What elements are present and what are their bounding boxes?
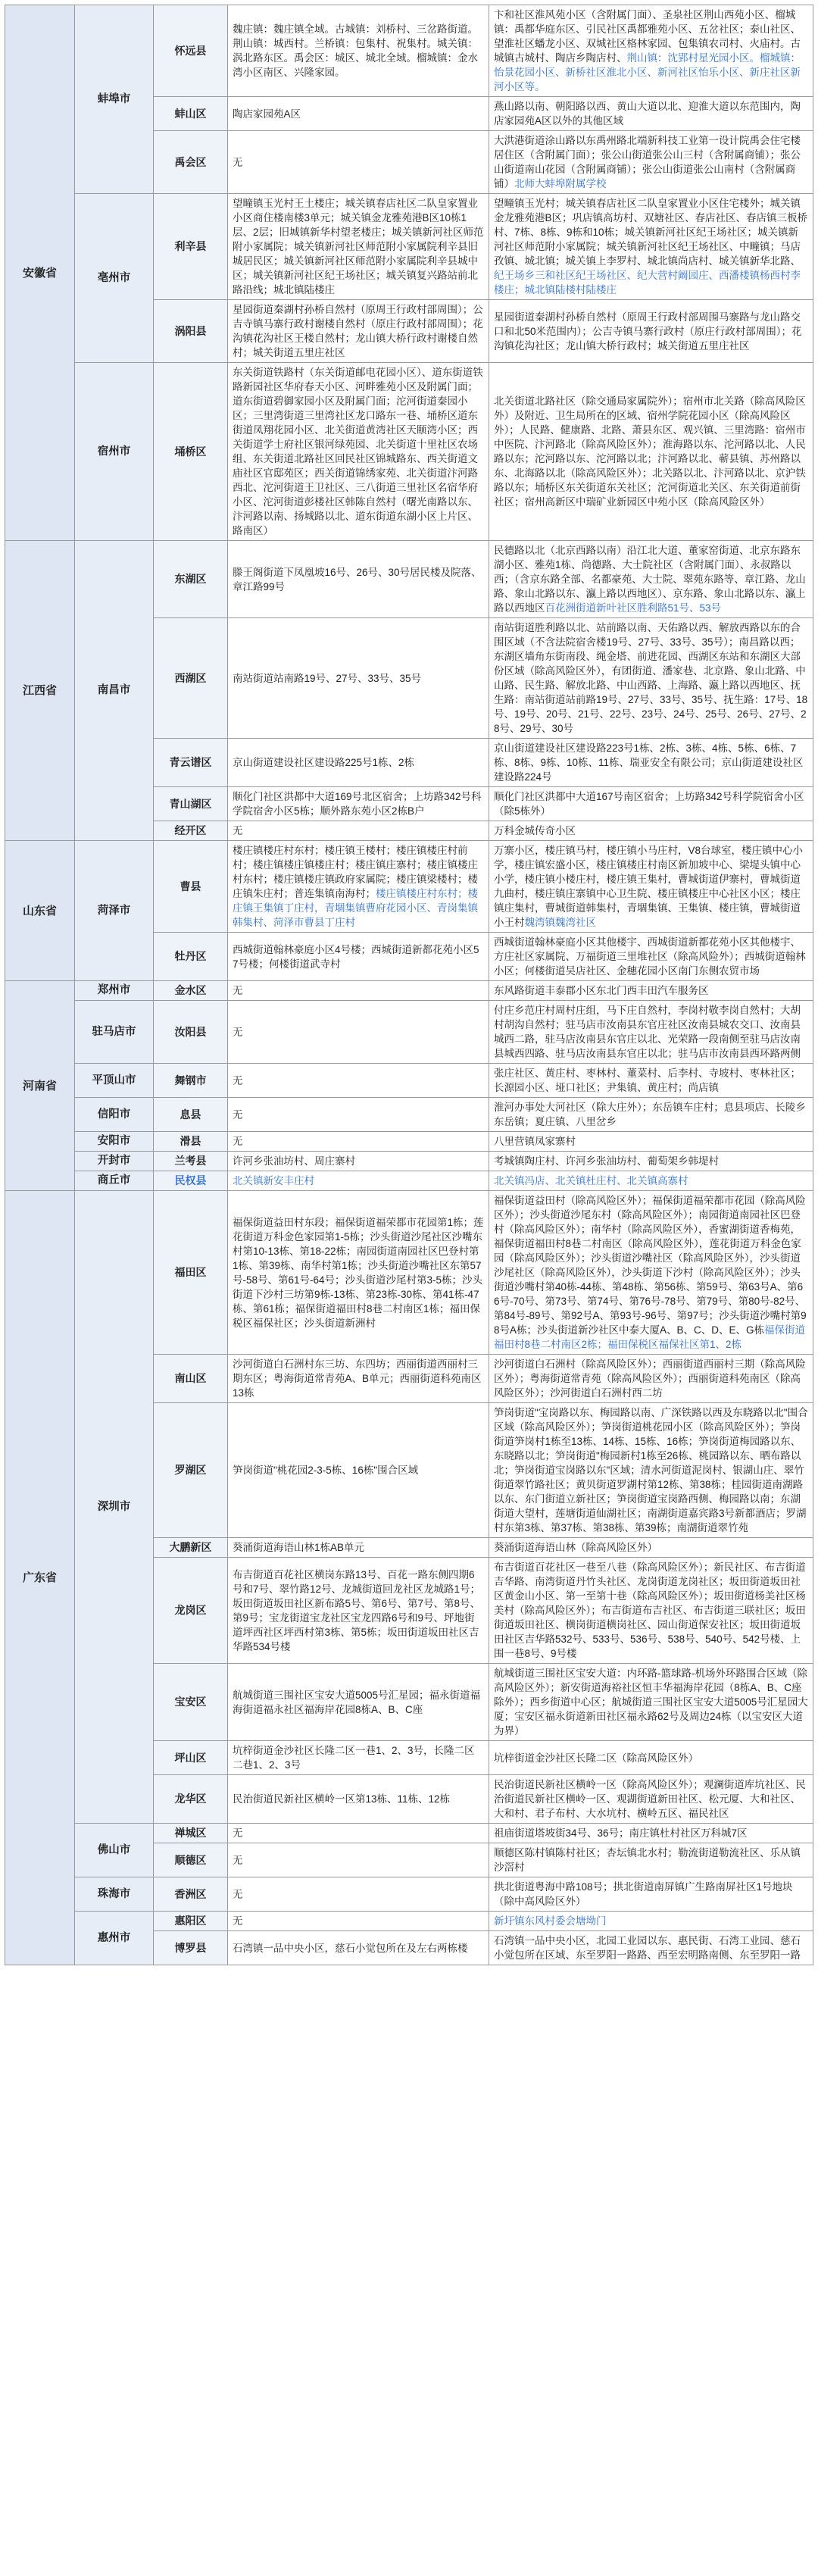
medium-risk-cell bbox=[228, 97, 489, 131]
low-risk-text: 坑梓街道金沙社区长隆二区（除高风险区外） bbox=[494, 1752, 698, 1764]
low-risk-cell bbox=[489, 1558, 813, 1664]
low-risk-cell bbox=[489, 1064, 813, 1098]
medium-risk-cell bbox=[228, 933, 489, 981]
medium-risk-text: 楼庄镇楼庄村东村；楼庄镇王楼村；楼庄镇楼庄村前村；楼庄镇楼庄镇楼庄村；楼庄镇庄寨村；楼庄镇楼庄村东村；楼庄镇楼庄镇政府家属院；楼庄镇梁楼村；楼庄镇朱庄村；普连集镇南海村； bbox=[233, 845, 478, 899]
district-cell: 香洲区 bbox=[154, 1877, 228, 1912]
low-risk-text: 东风路街道丰泰郡小区东北门西丰田汽车服务区 bbox=[494, 985, 709, 996]
city-cell: 珠海市 bbox=[75, 1877, 154, 1912]
low-risk-cell bbox=[489, 841, 813, 933]
low-risk-cell bbox=[489, 1931, 813, 1965]
medium-risk-cell bbox=[228, 841, 489, 933]
district-cell: 禹会区 bbox=[154, 131, 228, 194]
low-risk-cell bbox=[489, 933, 813, 981]
table-row bbox=[5, 1098, 813, 1132]
district-cell: 滑县 bbox=[154, 1132, 228, 1152]
medium-risk-text: 无 bbox=[233, 825, 243, 836]
province-cell: 河南省 bbox=[5, 981, 75, 1191]
low-risk-added-text: 北师大蚌埠附属学校 bbox=[514, 178, 607, 189]
low-risk-cell bbox=[489, 300, 813, 363]
district-cell: 福田区 bbox=[154, 1191, 228, 1355]
district-cell: 西湖区 bbox=[154, 618, 228, 739]
district-cell: 金水区 bbox=[154, 981, 228, 1001]
medium-risk-text: 东关街道铁路村（东关街道邮电花园小区）、道东街道铁路新园社区华府春天小区、河畔雅苑小区及附属门面；道东街道碧御家园小区及附属门面；沱河街道秦园小区；三里湾街道三里湾社区龙口路东一巷、埇桥区道东街道凤翔花园小区、北关街道黄湾社区天颐湾小区；西关街道学士府社区银河绿苑园、北关街道十里社区农场组、东关街道北路社区回民社区锦城路东、西关街道文庙社区官邸苑区；西关街道锦绣家苑、北关街道汴河路西北、沱河街道王卫社区、三八街道三里社区名宿华府小区、沱河街道彭楼社区韩陈自然村（曙光南路以东、汴河路以南、扬城路以北、道东街道东湖小区上片区、路南区） bbox=[233, 367, 483, 536]
medium-risk-cell bbox=[228, 1191, 489, 1355]
medium-risk-cell bbox=[228, 981, 489, 1001]
medium-risk-cell bbox=[228, 618, 489, 739]
medium-risk-text: 无 bbox=[233, 985, 243, 996]
medium-risk-text: 星园街道秦湖村孙桥自然村（原周王行政村部周围）；公吉寺镇马寨行政村谢楼自然村（原庄行政村部周围）；花沟镇花沟社区王楼自然村；龙山镇大桥行政村谢楼自然村；城关街道五里庄社区 bbox=[233, 304, 483, 358]
city-cell: 商丘市 bbox=[75, 1171, 154, 1191]
medium-risk-text: 无 bbox=[233, 1108, 243, 1121]
low-risk-text: 星园街道秦湖村孙桥自然村（原周王行政村部周围马寨路与龙山路交口和北50米范围内）；公吉寺镇马寨行政村（原庄行政村部周围）；花沟镇花沟社区；龙山镇大桥行政村；城关街道五里庄社区 bbox=[494, 311, 802, 352]
medium-risk-cell bbox=[228, 1171, 489, 1191]
low-risk-text: 葵涌街道海语山林（除高风险区外） bbox=[494, 1542, 657, 1553]
medium-risk-text: 无 bbox=[233, 1074, 243, 1086]
medium-risk-text: 布吉街道百花社区横岗东路13号、百花一路东侧四期6号和7号、翠竹路12号、龙城街道回龙社区龙城路1号；坂田街道坂田社区新布路5号、第6号、第7号、第8号、第9号；宝龙街道宝龙社区宝龙四路6号和9号、坪地街道坪西社区坪西村第3栋、第5栋；坂田街道坂田社区吉华路534号楼 bbox=[233, 1568, 481, 1652]
district-cell: 龙华区 bbox=[154, 1775, 228, 1824]
low-risk-cell bbox=[489, 97, 813, 131]
medium-risk-text: 滕王阁街道下凤凰坡16号、26号、30号居民楼及院落、章江路99号 bbox=[233, 566, 482, 592]
city-cell: 开封市 bbox=[75, 1152, 154, 1171]
medium-risk-text: 望疃镇玉光村王土楼庄；城关镇春店社区二队皇家置业小区商住楼南楼3单元；城关镇金龙雅苑港B区10栋1层、2层；旧城镇新华村望老楼庄；城关镇新河社区师范附小家属院；城关镇新河社区师范附小家属院利辛县旧城居民区；城关镇新河社区师范附小家属院利辛县城中区；城关镇新河社区纪王场社区；城关镇复兴路站前北路沿线；城北镇陆楼庄 bbox=[233, 198, 484, 295]
district-cell: 息县 bbox=[154, 1098, 228, 1132]
district-cell: 罗湖区 bbox=[154, 1403, 228, 1538]
medium-risk-text: 民治街道民新社区横岭一区第13栋、11栋、12栋 bbox=[233, 1793, 451, 1805]
table-row bbox=[5, 981, 813, 1001]
low-risk-text: 祖庙街道塔坡街34号、36号；南庄镇杜村社区万科城7区 bbox=[494, 1827, 748, 1839]
low-risk-added-text: 新圩镇东风村委会塘坳门 bbox=[494, 1915, 607, 1927]
district-cell: 坪山区 bbox=[154, 1741, 228, 1775]
table-row bbox=[5, 1824, 813, 1843]
district-cell: 涡阳县 bbox=[154, 300, 228, 363]
district-cell: 东湖区 bbox=[154, 541, 228, 618]
district-cell: 民权县 bbox=[154, 1171, 228, 1191]
low-risk-text: 燕山路以南、朝阳路以西、黄山大道以北、迎淮大道以东范围内，陶店家园苑A区以外的其他区域 bbox=[494, 101, 801, 127]
low-risk-text: 考城镇陶庄村、许河乡张油坊村、葡萄架乡韩堤村 bbox=[494, 1155, 719, 1167]
low-risk-cell bbox=[489, 1877, 813, 1912]
risk-area-table bbox=[5, 5, 813, 1965]
low-risk-cell bbox=[489, 131, 813, 194]
district-cell: 青山湖区 bbox=[154, 787, 228, 821]
low-risk-text: 大洪港街道涂山路以东禹州路北端新科技工业第一设计院禹会住宅楼居住区（含附属门面）；张公山街道张公山三村（含附属商铺）；张公山街道南山花园（含附属商铺）；张公山街道张公山南村（含附属商铺） bbox=[494, 135, 801, 189]
medium-risk-cell bbox=[228, 1741, 489, 1775]
city-cell: 亳州市 bbox=[75, 194, 154, 363]
district-cell: 顺德区 bbox=[154, 1843, 228, 1877]
medium-risk-text: 京山街道建设社区建设路225号1栋、2栋 bbox=[233, 757, 415, 768]
medium-risk-text: 无 bbox=[233, 1915, 243, 1927]
medium-risk-cell bbox=[228, 1001, 489, 1064]
low-risk-text: 望疃镇玉光村；城关镇春店社区二队皇家置业小区住宅楼外；城关镇金龙雅苑港B区；巩店镇高坊村、双塘社区、春店社区、春店镇三板桥村、7栋、8栋、9栋和10栋；城关镇新河社区纪王场社区；城关镇新河社区师范附小家属院；城关镇新河社区纪王场社区、中疃镇；马店孜镇、城北镇；城关镇上李罗村、城北镇尚店村、城关镇新华北路、 bbox=[494, 198, 808, 267]
low-risk-cell bbox=[489, 541, 813, 618]
medium-risk-cell bbox=[228, 194, 489, 300]
district-cell: 利辛县 bbox=[154, 194, 228, 300]
medium-risk-text: 无 bbox=[233, 1136, 243, 1147]
district-cell: 汝阳县 bbox=[154, 1001, 228, 1064]
city-cell: 蚌埠市 bbox=[75, 5, 154, 194]
medium-risk-cell bbox=[228, 1931, 489, 1965]
low-risk-cell bbox=[489, 1403, 813, 1538]
medium-risk-text: 无 bbox=[233, 1026, 243, 1038]
district-cell: 牡丹区 bbox=[154, 933, 228, 981]
low-risk-cell bbox=[489, 1171, 813, 1191]
medium-risk-cell bbox=[228, 541, 489, 618]
low-risk-cell bbox=[489, 1824, 813, 1843]
low-risk-text: 布吉街道百花社区一巷至八巷（除高风险区外）；新民社区、布吉街道吉华路、南湾街道丹竹头社区、龙岗街道龙岗社区；坂田街道坂田社区黄金山小区、第一至第十巷（除高风险区外）；坂田街道杨美社区杨美村（除高风险区外）；布吉街道布吉社区、布吉街道三联社区；坂田街道坂田社区、横岗街道横岗社区、园山街道保安社区；坂田街道坂田社区吉华路532号、533号、536号、538号、540号、542号楼、上围一巷8号、9号楼 bbox=[494, 1562, 806, 1659]
district-cell: 博罗县 bbox=[154, 1931, 228, 1965]
low-risk-text: 顺化门社区洪都中大道167号南区宿舍；上坊路342号科学院宿舍小区（除5栋外） bbox=[494, 791, 804, 817]
medium-risk-cell bbox=[228, 1912, 489, 1931]
medium-risk-text: 陶店家园苑A区 bbox=[233, 108, 301, 120]
district-cell: 惠阳区 bbox=[154, 1912, 228, 1931]
medium-risk-cell bbox=[228, 363, 489, 541]
medium-risk-text: 无 bbox=[233, 1888, 243, 1900]
district-cell: 怀远县 bbox=[154, 5, 228, 97]
medium-risk-cell bbox=[228, 1098, 489, 1132]
medium-risk-text: 笋岗街道"桃花园2-3-5栋、16栋"围合区域 bbox=[233, 1465, 419, 1476]
low-risk-cell bbox=[489, 194, 813, 300]
district-cell: 曹县 bbox=[154, 841, 228, 933]
low-risk-cell bbox=[489, 1098, 813, 1132]
low-risk-added-text: 魏湾镇魏湾社区 bbox=[524, 917, 596, 928]
low-risk-cell bbox=[489, 1191, 813, 1355]
province-cell: 山东省 bbox=[5, 841, 75, 981]
medium-risk-text: 葵涌街道海语山林1栋AB单元 bbox=[233, 1542, 365, 1553]
medium-risk-cell bbox=[228, 1775, 489, 1824]
low-risk-cell bbox=[489, 1152, 813, 1171]
city-cell: 驻马店市 bbox=[75, 1001, 154, 1064]
medium-risk-added-text: 楼庄镇楼庄村东村；楼庄镇王集镇丁庄村，青堌集镇曹府花园小区、青岗集镇韩集村、菏泽市曹县丁庄村 bbox=[233, 888, 478, 928]
district-cell: 青云谱区 bbox=[154, 739, 228, 787]
low-risk-cell bbox=[489, 787, 813, 821]
district-cell: 大鹏新区 bbox=[154, 1538, 228, 1558]
low-risk-text: 南站街道胜利路以北、站前路以南、天佑路以西、解放西路以东的合围区域（不含法院宿舍楼19号、27号、33号、35号）；南昌路以西；东湖区墙角东街南段、绳金塔、前进花园、西湖区东站和东湖区大部份区域（除高风险区外），有团街道、潘家巷、北京路、象山北路、中山路、民生路、解放北路、中山西路、上海路、瀛上路以西地区、抚生路：南站街道站前路19号、27号、33号、35号、抚生路：17号、18号、19号、20号、21号、22号、23号、24号、25号、26号、27号、28号、29号、30号 bbox=[494, 622, 808, 734]
district-cell: 兰考县 bbox=[154, 1152, 228, 1171]
low-risk-text: 拱北街道粤海中路108号；拱北街道南屏镇广生路南屏社区1号地块（除中高风险区外） bbox=[494, 1881, 793, 1907]
low-risk-cell bbox=[489, 1355, 813, 1403]
district-cell: 龙岗区 bbox=[154, 1558, 228, 1664]
low-risk-text: 卞和社区淮风苑小区（含附属门面）、圣泉社区荆山西苑小区、榴城镇：禹都华庭东区、引民社区禹都雅苑小区、五岔社区；泰山社区、望淮社区蟠龙小区、双城社区格林家园、包集镇农司村、火庙村。古城镇古城村、陶店乡陶店村、 bbox=[494, 9, 801, 64]
table-row bbox=[5, 841, 813, 933]
medium-risk-cell bbox=[228, 1843, 489, 1877]
low-risk-text: 顺德区陈村镇陈村社区；杏坛镇北水村；勒流街道勒流社区、乐从镇沙滘村 bbox=[494, 1847, 801, 1873]
risk-area-table-body bbox=[5, 5, 813, 1965]
low-risk-cell bbox=[489, 1741, 813, 1775]
low-risk-text: 石湾镇一品中央小区，北园工业园以东、惠民街、石湾工业园、慈石小觉包所在区域、东至罗阳一路路、西至宏明路南侧、东至罗阳一路 bbox=[494, 1935, 801, 1961]
district-cell: 经开区 bbox=[154, 821, 228, 841]
city-cell: 菏泽市 bbox=[75, 841, 154, 981]
medium-risk-text: 魏庄镇：魏庄镇全域。古城镇：刘桥村、三岔路街道。荆山镇：城西村。兰桥镇：包集村、祝集村。城关镇：涡北路东区。禹会区：城区、城北全域。榴城镇：金水湾小区南区、兴隆家园。 bbox=[233, 23, 478, 78]
low-risk-text: 万寨小区，楼庄镇马村，楼庄镇小马庄村，V8台球室，楼庄镇中心小学，楼庄镇宏盛小区，楼庄镇楼庄村南区新加坡中心、梁堤头镇中心小学，楼庄镇小楼庄村，楼庄镇王集村，曹城街道伊寨村，曹城街道九曲村，楼庄镇庄寨镇中心卫生院、楼庄镇楼庄中心社区小区；楼庄镇庄集村，曹城街道韩集村，青堌集镇、王集镇、楼庄镇，曹城街道小王村 bbox=[494, 845, 804, 928]
medium-risk-cell bbox=[228, 787, 489, 821]
province-cell: 江西省 bbox=[5, 541, 75, 841]
district-cell: 舞钢市 bbox=[154, 1064, 228, 1098]
medium-risk-cell bbox=[228, 1538, 489, 1558]
medium-risk-cell bbox=[228, 300, 489, 363]
low-risk-added-text: 北关镇冯店、北关镇杜庄村、北关镇高寨村 bbox=[494, 1175, 688, 1186]
city-cell: 南昌市 bbox=[75, 541, 154, 841]
low-risk-added-text: 福保街道福田村8巷二村南区2栋；福田保税区福保社区第1、2栋 bbox=[494, 1324, 806, 1350]
low-risk-text: 西城街道翰林豪庭小区其他楼宇、西城街道新都花苑小区其他楼宇、方庄社区家属院、万福街道三里堆社区（除高风险外）；西城街道翰林小区；何楼街道吴店社区、金穗花园小区南门东侧农贸市场 bbox=[494, 936, 806, 977]
medium-risk-text: 石湾镇一品中央小区，慈石小觉包所在及左右两栋楼 bbox=[233, 1942, 468, 1954]
medium-risk-cell bbox=[228, 1824, 489, 1843]
low-risk-text: 笋岗街道"宝岗路以东、梅园路以南、广深铁路以西及东晓路以北"围合区域（除高风险区外）；笋岗街道桃花园小区（除高风险区外）；笋岗街道笋岗村1栋至13栋、14栋、15栋、16栋；笋岗街道梅园路以东、东晓路以北；笋岗街道"梅园新村1栋至26栋、桃园路以东、晒布路以北；笋岗街道宝岗路以东"区域；清水河街道泥岗村、银湖山庄、翠竹街道翠竹路社区；黄贝街道罗湖村第12栋、第38栋；桂园街道南湖路以东、东门街道立新社区；笋岗街道宝岗路西侧、梅园路以南；东湖街道大望村，莲塘街道仙湖社区；南湖街道嘉宾路3号新都酒店；罗湖村东第3栋、第37栋、第38栋、第39栋；南湖街道翠竹苑 bbox=[494, 1407, 808, 1533]
low-risk-cell bbox=[489, 739, 813, 787]
city-cell: 郑州市 bbox=[75, 981, 154, 1001]
medium-risk-cell bbox=[228, 1403, 489, 1538]
table-row bbox=[5, 1152, 813, 1171]
low-risk-text: 福保街道益田村（除高风险区外）；福保街道福荣都市花园（除高风险区外）；沙头街道沙尾东村（除高风险区外）；南园街道南园社区巴登村（除高风险区外）；南华村（除高风险区外），香蜜湖街道香梅苑，福保街道福田村8巷二村南区（除高风险区外），莲花街道万科金色家园（除高风险区外）；沙头街道沙嘴社区（除高风险区外），沙头街道沙尾社区（除高风险区外），沙头街道下沙村（除高风险区外）；沙头街道沙嘴村第40栋-44栋、第48栋、第56栋、第59号、第63号A、第66号-70号、第73号、第74号、第76号-78号、第79号、第80号-82号、第84号-89号、第92号A、第93号-96号、第97号；沙头街道沙嘴村第98号A栋；沙头街道新沙社区中泰大厦A、B、C、D、E、G栋 bbox=[494, 1195, 807, 1336]
district-cell: 蚌山区 bbox=[154, 97, 228, 131]
district-cell: 禅城区 bbox=[154, 1824, 228, 1843]
medium-risk-text: 无 bbox=[233, 156, 243, 168]
medium-risk-cell bbox=[228, 1132, 489, 1152]
medium-risk-cell bbox=[228, 1064, 489, 1098]
low-risk-text: 八里营镇凤家寨村 bbox=[494, 1136, 576, 1147]
table-row bbox=[5, 1191, 813, 1355]
low-risk-cell bbox=[489, 1538, 813, 1558]
province-cell: 广东省 bbox=[5, 1191, 75, 1965]
medium-risk-text: 西城街道翰林豪庭小区4号楼；西城街道新都花苑小区57号楼；何楼街道武寺村 bbox=[233, 943, 479, 970]
medium-risk-text: 南站街道站南路19号、27号、33号、35号 bbox=[233, 672, 422, 684]
low-risk-added-text: 荆山镇：沈郢村星光园小区。榴城镇：怡景花园小区、新桥社区淮北小区、新河社区怡乐小区、新庄社区新河小区等。 bbox=[494, 52, 801, 92]
low-risk-cell bbox=[489, 1132, 813, 1152]
medium-risk-text: 无 bbox=[233, 1827, 243, 1839]
low-risk-text: 付庄乡范庄村周村庄组，马下庄自然村，李岗村敬李岗自然村；大胡村胡沟自然村；驻马店市汝南县东官庄社区汝南县城农交口、汝南县城西二路，驻马店汝南县东官庄以北、光荣路一段南侧至驻马店汝南县城西四路、驻马店汝南县东官庄以北；驻马店市汝南县西环路两侧 bbox=[494, 1005, 801, 1059]
low-risk-added-text: 百花洲街道新叶社区胜利路51号、53号 bbox=[545, 602, 722, 614]
medium-risk-cell bbox=[228, 1664, 489, 1741]
low-risk-cell bbox=[489, 618, 813, 739]
table-row bbox=[5, 363, 813, 541]
city-cell: 佛山市 bbox=[75, 1824, 154, 1877]
medium-risk-text: 无 bbox=[233, 1854, 243, 1866]
city-cell: 信阳市 bbox=[75, 1098, 154, 1132]
table-row bbox=[5, 1001, 813, 1064]
medium-risk-cell bbox=[228, 1355, 489, 1403]
low-risk-text: 京山街道建设社区建设路223号1栋、2栋、3栋、4栋、5栋、6栋、7栋、8栋、9栋、10栋、11栋、瑞亚安全有限公司；京山街道建设社区建设路224号 bbox=[494, 742, 804, 783]
medium-risk-text: 沙河街道白石洲村东三坊、东四坊；西丽街道西丽村三期东区；粤海街道常青苑A、B单元；西丽街道科苑南区13栋 bbox=[233, 1358, 482, 1399]
medium-risk-cell bbox=[228, 821, 489, 841]
low-risk-text: 民德路以北（北京西路以南）沿江北大道、董家窑街道、北京东路东湖小区、雅苑1栋、尚德路、大士院社区（含附属门面）、永叔路以西；（含京东路全部、名都豪苑、大士院、翠苑东路等、章江路、龙山路、象山北路以东、瀛上路以西地区）、京东路、象山北路以东、瀛上路以西地区 bbox=[494, 545, 806, 614]
table-row bbox=[5, 541, 813, 618]
low-risk-cell bbox=[489, 1664, 813, 1741]
low-risk-cell bbox=[489, 1001, 813, 1064]
city-cell: 平顶山市 bbox=[75, 1064, 154, 1098]
table-row bbox=[5, 1064, 813, 1098]
city-cell: 安阳市 bbox=[75, 1132, 154, 1152]
medium-risk-text: 航城街道三围社区宝安大道5005号汇星园；福永街道福海街道福永社区福海岸花园8栋A、B、C座 bbox=[233, 1689, 481, 1715]
low-risk-text: 北关街道北路社区（除交通局家属院外）；宿州市北关路（除高风险区外）及附近、卫生局所在的区域、宿州学院花园小区（除高风险区外）；人民路、健康路、北路、萧县东区、观兴镇、三里湾路：宿州市中医院、汴河路北（除高风险区外）；淮海路以东、沱河路以北、人民路以东；沱河路以东、沱河路以北；汴河路以北、蕲县镇、苏州路以东、北海路以北（除高风险区外）；北关路以北、汴河路以北、京沪铁路以东；埇桥区东关街道东关社区；沱河街道北关区、东关街道前街社区；宿州高新区中瑞矿业新园区中苑小区（除高风险区外） bbox=[494, 395, 806, 508]
medium-risk-text: 许河乡张油坊村、周庄寨村 bbox=[233, 1155, 355, 1167]
low-risk-text: 淮河办事处大河社区（除大庄外）；东岳镇车庄村；息县项店、长陵乡东岳镇；夏庄镇、八里岔乡 bbox=[494, 1102, 806, 1127]
province-cell: 安徽省 bbox=[5, 5, 75, 541]
low-risk-text: 沙河街道白石洲村（除高风险区外）；西丽街道西丽村三期（除高风险区外）；粤海街道常青苑（除高风险区外）；西丽街道科苑南区（除高风险区外）；沙河街道白石洲村西二坊 bbox=[494, 1358, 806, 1399]
city-cell: 深圳市 bbox=[75, 1191, 154, 1824]
low-risk-cell bbox=[489, 821, 813, 841]
table-row bbox=[5, 194, 813, 300]
low-risk-text: 张庄社区、黄庄村、枣林村、董菜村、后李村、寺坡村、枣林社区；长源园小区、垭口社区；尹集镇、黄庄村；尚店镇 bbox=[494, 1068, 801, 1093]
medium-risk-text: 坑梓街道金沙社区长隆二区一巷1、2、3号，长隆二区二巷1、2、3号 bbox=[233, 1745, 475, 1771]
table-row bbox=[5, 1877, 813, 1912]
low-risk-text: 万科金城传奇小区 bbox=[494, 825, 576, 836]
city-cell: 惠州市 bbox=[75, 1912, 154, 1965]
medium-risk-cell bbox=[228, 5, 489, 97]
medium-risk-added-text: 北关镇新安丰庄村 bbox=[233, 1175, 314, 1186]
low-risk-text: 民治街道民新社区横岭一区（除高风险区外）；观澜街道库坑社区、民治街道民新社区横岭一区、观湖街道新田社区、松元厦、大和社区、大和村、君子布村、大水坑村、横岭五区、福民社区 bbox=[494, 1779, 806, 1819]
medium-risk-cell bbox=[228, 1152, 489, 1171]
district-cell: 南山区 bbox=[154, 1355, 228, 1403]
table-row bbox=[5, 5, 813, 97]
medium-risk-cell bbox=[228, 1558, 489, 1664]
low-risk-text: 航城街道三围社区宝安大道：内环路-篮球路-机场外环路围合区域（除高风险区外）；新安街道海裕社区恒丰华福海岸花园（8栋A、B、C座除外）；西乡街道中心区；航城街道三围社区宝安大道5005号汇星园大厦；宝安区福永街道新田社区福永路62号及周边24栋（以宝安区大道为界） bbox=[494, 1668, 808, 1737]
medium-risk-cell bbox=[228, 739, 489, 787]
medium-risk-text: 顺化门社区洪都中大道169号北区宿舍；上坊路342号科学院宿舍小区5栋；顺外路东苑小区2栋B户 bbox=[233, 791, 482, 817]
low-risk-cell bbox=[489, 1912, 813, 1931]
table-row bbox=[5, 1171, 813, 1191]
low-risk-cell bbox=[489, 981, 813, 1001]
low-risk-added-text: 纪王场乡三和社区纪王场社区、纪大营村阚园庄、西潘楼镇杨西村李楼庄；城北镇陆楼村陆楼庄 bbox=[494, 270, 801, 295]
district-cell: 宝安区 bbox=[154, 1664, 228, 1741]
table-row bbox=[5, 1912, 813, 1931]
medium-risk-cell bbox=[228, 131, 489, 194]
medium-risk-cell bbox=[228, 1877, 489, 1912]
table-row bbox=[5, 1132, 813, 1152]
district-cell: 埇桥区 bbox=[154, 363, 228, 541]
medium-risk-text: 福保街道益田村东段；福保街道福荣都市花园第1栋；莲花街道万科金色家园第1-5栋；沙头街道沙尾社区沙嘴东村第10-13栋、第18-22栋；南园街道南园社区巴登村第1栋、第39栋、南华村第1栋；沙头街道沙嘴社区东第57号-58号、第61号-64号；沙头街道沙尾村第3-5栋；沙头街道下沙村三坊第9栋-13栋、第23栋-30栋、第41栋-47栋、第61栋；福保街道福田村8巷二村南区1栋；福田保税区福保社区；沙头街道新洲村 bbox=[233, 1216, 484, 1329]
low-risk-cell bbox=[489, 1843, 813, 1877]
low-risk-cell bbox=[489, 363, 813, 541]
low-risk-cell bbox=[489, 5, 813, 97]
city-cell: 宿州市 bbox=[75, 363, 154, 541]
low-risk-cell bbox=[489, 1775, 813, 1824]
